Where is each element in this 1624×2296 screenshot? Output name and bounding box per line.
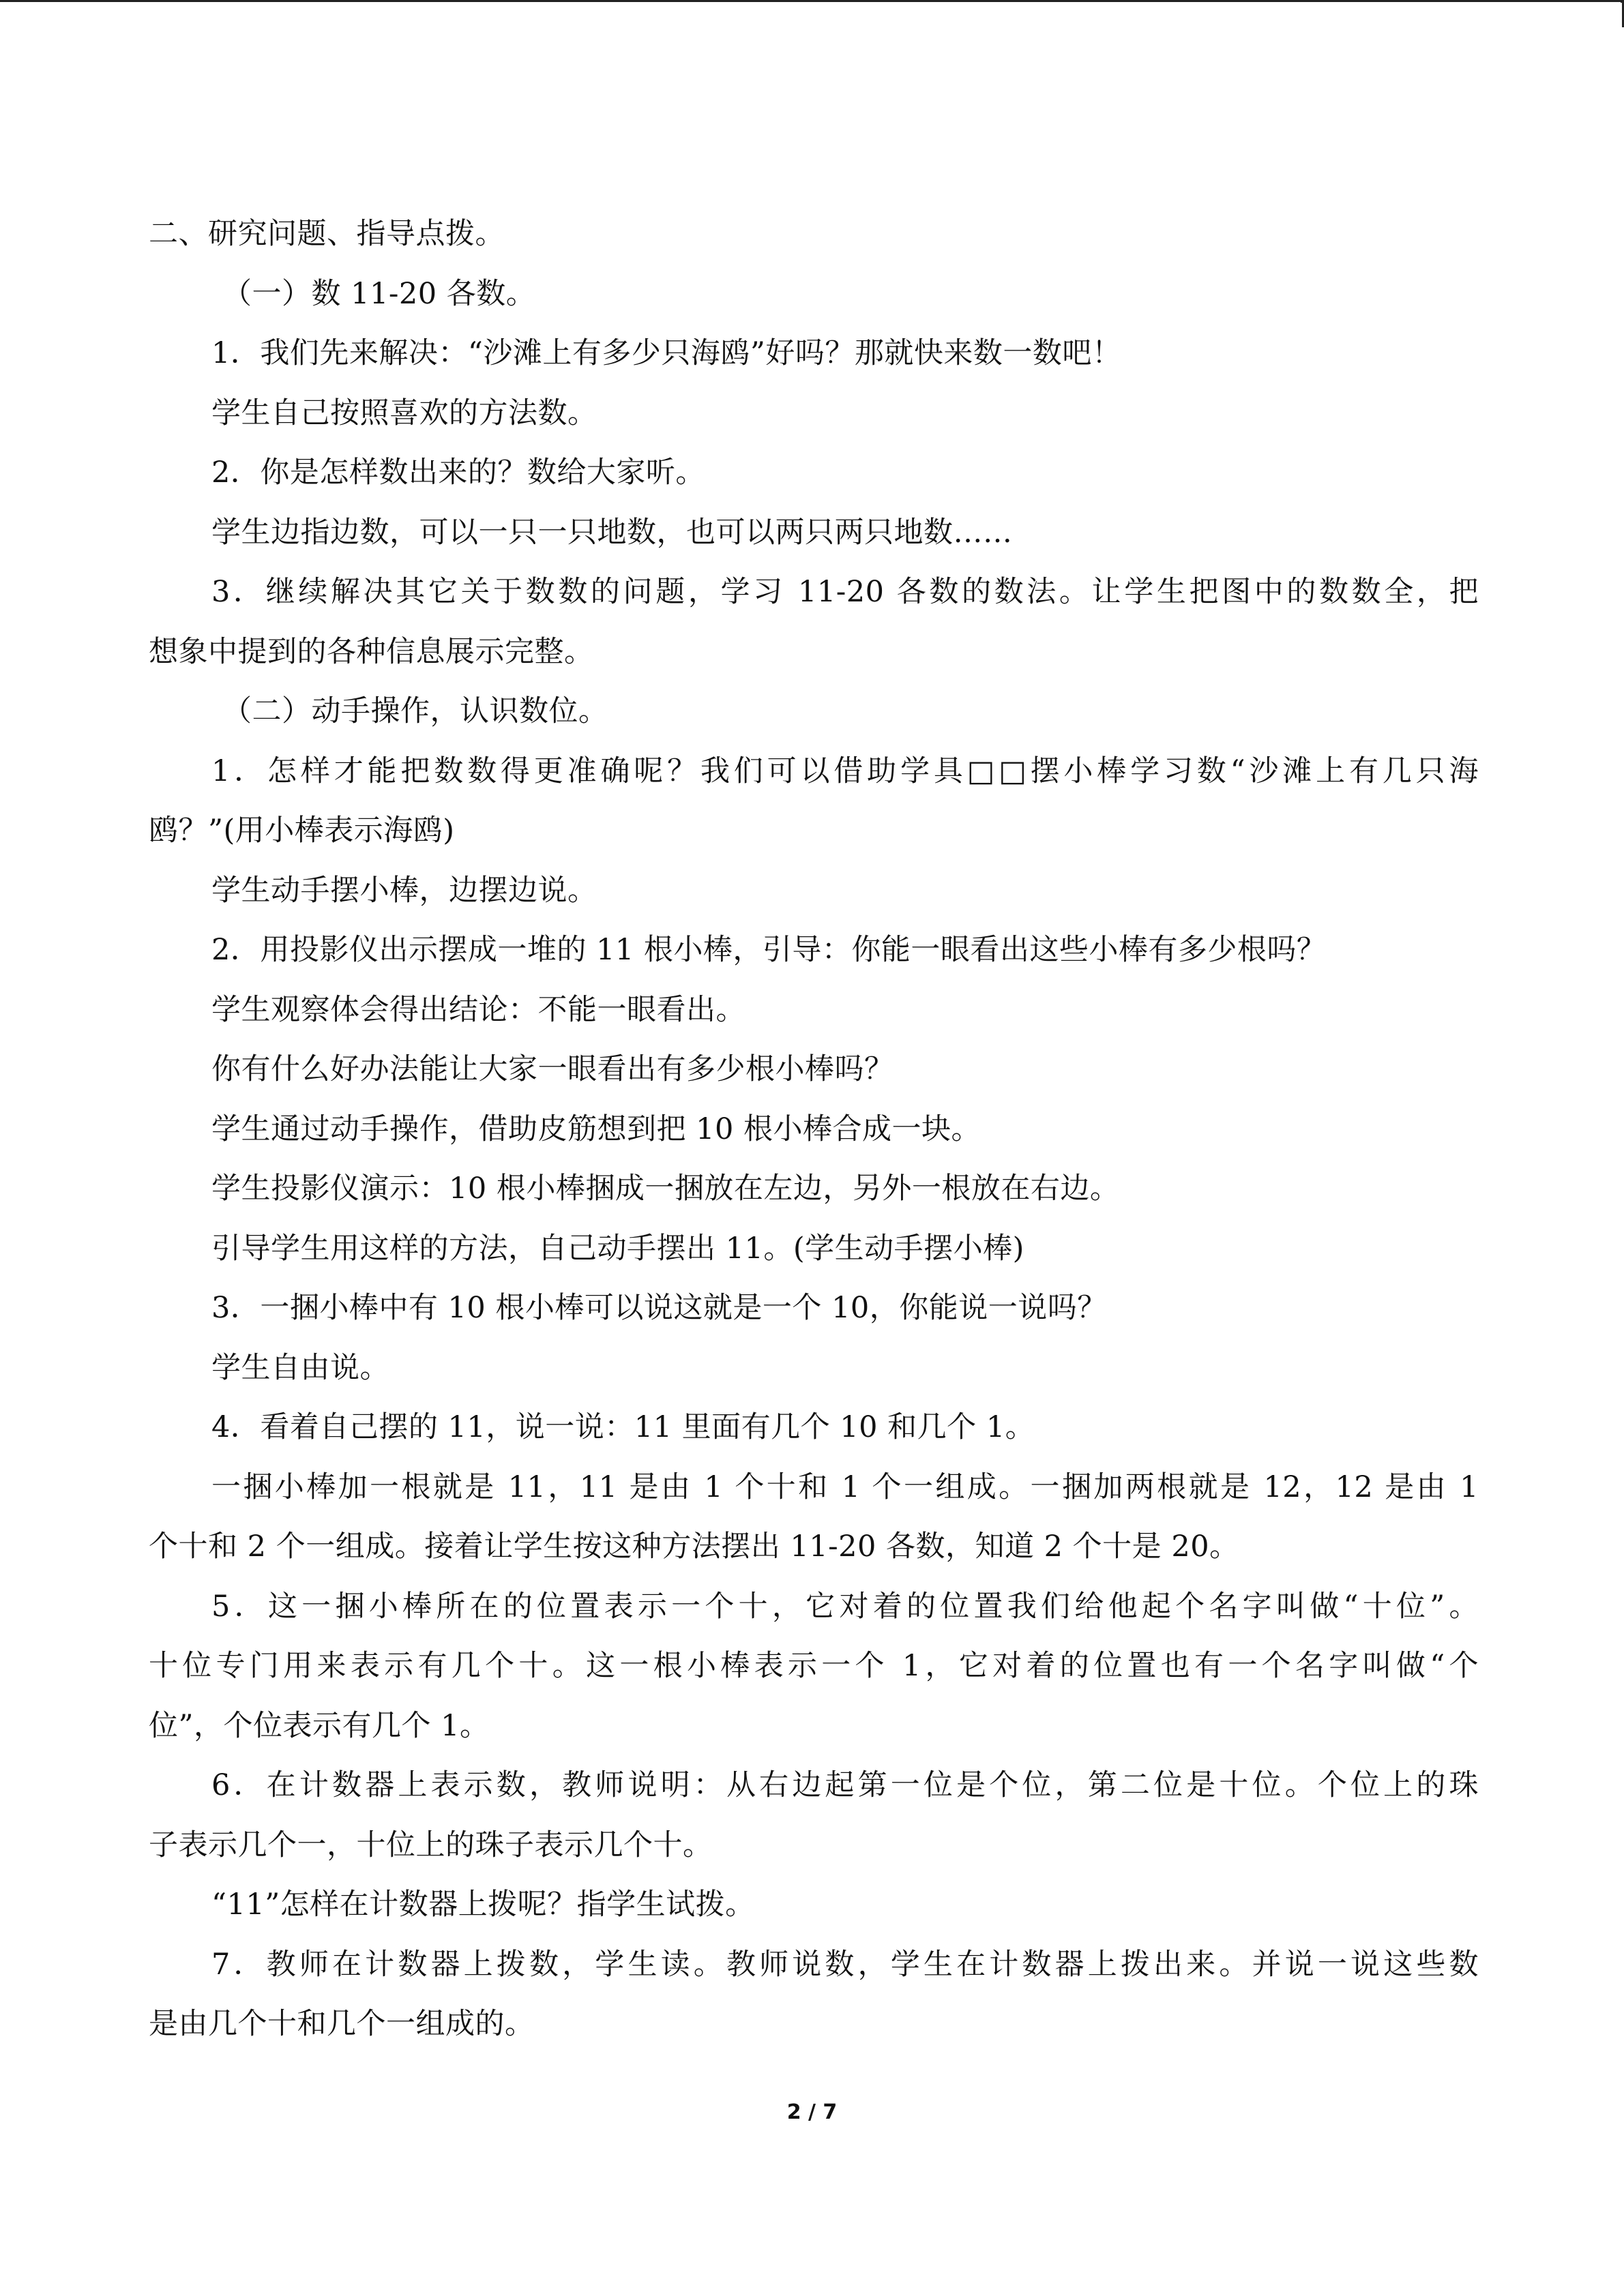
paragraph-line: 子表示几个一，十位上的珠子表示几个十。 [149,1828,713,1862]
paragraph-line: 学生边指边数，可以一只一只地数，也可以两只两只地数…… [211,515,1013,550]
paragraph-line: 位”，个位表示有几个 1。 [149,1708,490,1743]
paragraph-line: 学生投影仪演示：10 根小棒捆成一捆放在左边，另外一根放在右边。 [211,1172,1120,1206]
paragraph-line: 学生自由说。 [211,1350,389,1385]
paragraph-line: 一捆小棒加一根就是 11，11 是由 1 个十和 1 个一组成。一捆加两根就是 12，12 是由 1 [211,1470,1479,1504]
paragraph-line: 6．在计数器上表示数，教师说明：从右边起第一位是个位，第二位是十位。个位上的珠 [211,1768,1479,1802]
paragraph-line: 3．继续解决其它关于数数的问题，学习 11-20 各数的数法。让学生把图中的数数全，把 [211,575,1479,609]
paragraph-line: 鸥？”(用小棒表示海鸥) [149,814,455,848]
subsection-heading: （二）动手操作，认识数位。 [222,694,608,728]
paragraph-line: 想象中提到的各种信息展示完整。 [149,634,594,669]
document-body [149,205,1479,2055]
paragraph-line: 2．你是怎样数出来的？数给大家听。 [211,456,705,490]
paragraph-line: 1．怎样才能把数数得更准确呢？我们可以借助学具□□摆小棒学习数“沙滩上有几只海 [211,754,1479,788]
subsection-heading: （一）数 11-20 各数。 [222,276,536,311]
paragraph-line: 你有什么好办法能让大家一眼看出有多少根小棒吗？ [211,1052,894,1086]
paragraph-line: 7．教师在计数器上拨数，学生读。教师说数，学生在计数器上拨出来。并说一说这些数 [211,1947,1479,1982]
paragraph-line: 4．看着自己摆的 11，说一说：11 里面有几个 10 和几个 1。 [211,1410,1035,1444]
paragraph-line: 是由几个十和几个一组成的。 [149,2007,535,2041]
section-heading: 二、研究问题、指导点拨。 [149,217,505,251]
page-number: 2 / 7 [786,2100,838,2124]
paragraph-line: 个十和 2 个一组成。接着让学生按这种方法摆出 11-20 各数，知道 2 个十是 20。 [149,1530,1239,1564]
paragraph-line: 引导学生用这样的方法，自己动手摆出 11。(学生动手摆小棒) [211,1231,1024,1266]
paragraph-line: 3．一捆小棒中有 10 根小棒可以说这就是一个 10，你能说一说吗？ [211,1291,1107,1325]
paragraph-line: 学生动手摆小棒，边摆边说。 [211,873,597,908]
paragraph-line: 学生通过动手操作，借助皮筋想到把 10 根小棒合成一块。 [211,1112,981,1146]
paragraph-line: 1．我们先来解决：“沙滩上有多少只海鸥”好吗？那就快来数一数吧！ [211,336,1122,370]
paragraph-line: “11”怎样在计数器上拨呢？指学生试拨。 [211,1888,755,1922]
paragraph-line: 学生自己按照喜欢的方法数。 [211,396,597,430]
page-top-border [0,0,1623,3]
paragraph-line: 5．这一捆小棒所在的位置表示一个十，它对着的位置我们给他起个名字叫做“十位”。 [211,1589,1479,1624]
paragraph-line: 学生观察体会得出结论：不能一眼看出。 [211,992,745,1027]
paragraph-line: 十位专门用来表示有几个十。这一根小棒表示一个 1，它对着的位置也有一个名字叫做“个 [149,1649,1479,1683]
paragraph-line: 2．用投影仪出示摆成一堆的 11 根小棒，引导：你能一眼看出这些小棒有多少根吗？ [211,933,1327,967]
